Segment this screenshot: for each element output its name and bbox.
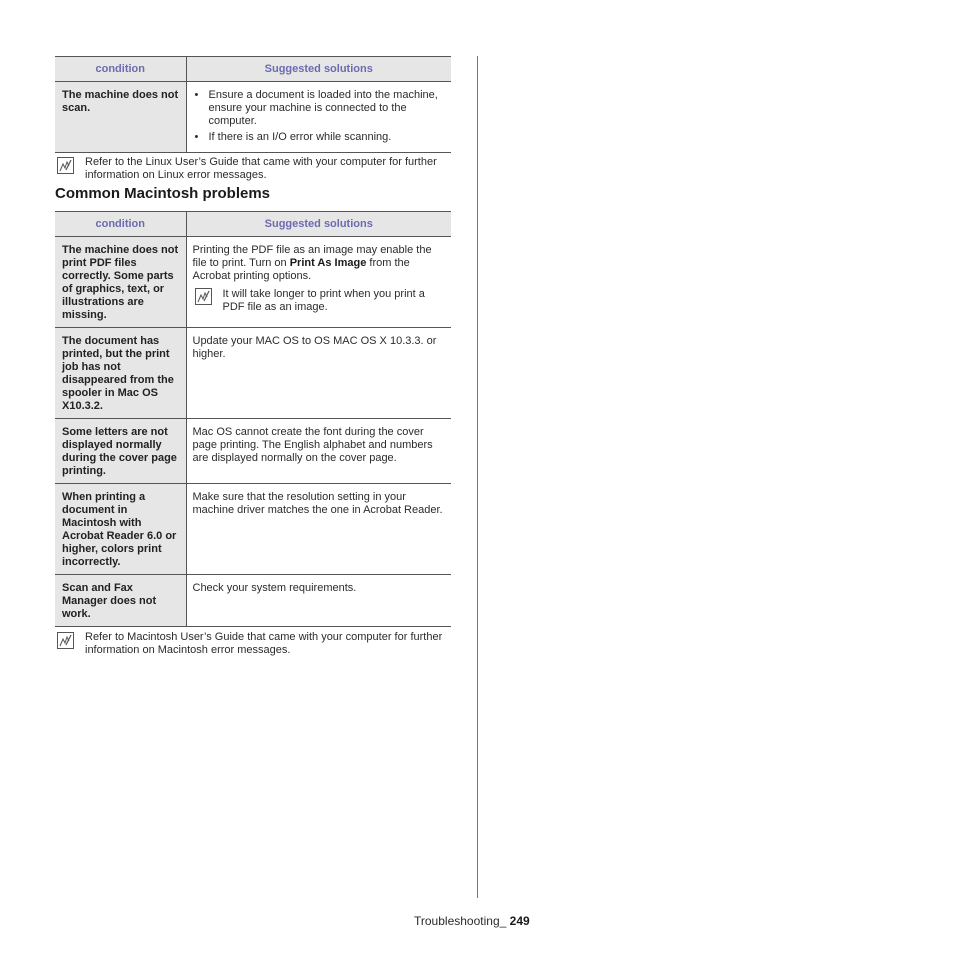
solution-text xyxy=(193,244,446,283)
page-number: 249 xyxy=(509,914,530,928)
header-condition: condition xyxy=(55,57,186,82)
print-as-image-option: Print As Image xyxy=(289,257,367,269)
mac-problems-table xyxy=(55,211,451,627)
page-footer xyxy=(414,914,530,928)
table-row xyxy=(55,82,451,153)
condition-cell: The machine does not scan. xyxy=(55,82,186,153)
section-title: Common Macintosh problems xyxy=(55,185,271,202)
solution-cell xyxy=(186,237,451,328)
note-pencil-icon xyxy=(57,157,74,174)
solution-cell: Make sure that the resolution setting in your machine driver matches the one in Acrobat Reader. xyxy=(186,484,451,575)
solution-cell: Update your MAC OS to OS MAC OS X 10.3.3. or higher. xyxy=(186,328,451,419)
solution-cell: Mac OS cannot create the font during the cover page printing. The English alphabet and numbers are displayed normally on the cover page. xyxy=(186,419,451,484)
condition-cell: Scan and Fax Manager does not work. xyxy=(55,575,186,627)
table-header-row xyxy=(55,57,451,82)
note-pencil-icon xyxy=(195,288,212,305)
table-row xyxy=(55,419,451,484)
linux-problems-section xyxy=(55,56,451,182)
header-solutions: Suggested solutions xyxy=(186,212,451,237)
linux-problems-table xyxy=(55,56,451,153)
note-text: Refer to Macintosh User’s Guide that came with your computer for further information on Macintosh error messages. xyxy=(85,631,443,656)
solution-text-part: Printing the PDF file as an image may enable the file to print. Turn on xyxy=(192,244,432,269)
linux-note xyxy=(55,156,451,182)
mac-note xyxy=(55,631,451,657)
table-row xyxy=(55,328,451,419)
column-divider xyxy=(477,56,478,898)
solution-cell xyxy=(186,82,451,153)
condition-cell: The machine does not print PDF files correctly. Some parts of graphics, text, or illustrations are missing. xyxy=(55,237,186,328)
solution-list xyxy=(193,89,446,144)
solution-note xyxy=(193,288,446,314)
solution-cell: Check your system requirements. xyxy=(186,575,451,627)
header-condition: condition xyxy=(55,212,186,237)
table-row xyxy=(55,237,451,328)
condition-cell: When printing a document in Macintosh with Acrobat Reader 6.0 or higher, colors print incorrectly. xyxy=(55,484,186,575)
footer-section: Troubleshooting_ xyxy=(414,914,507,928)
condition-cell: Some letters are not displayed normally during the cover page printing. xyxy=(55,419,186,484)
table-row xyxy=(55,484,451,575)
list-item: • Ensure a document is loaded into the machine, ensure your machine is connected to the computer. xyxy=(193,89,446,128)
solution-text-part: from the Acrobat printing options. xyxy=(192,257,410,282)
note-pencil-icon xyxy=(57,632,74,649)
note-text: Refer to the Linux User’s Guide that came with your computer for further information on Linux error messages. xyxy=(85,156,437,181)
header-solutions: Suggested solutions xyxy=(186,57,451,82)
condition-cell: The document has printed, but the print job has not disappeared from the spooler in Mac OS X10.3.2. xyxy=(55,328,186,419)
table-row xyxy=(55,575,451,627)
mac-problems-section xyxy=(55,211,451,657)
list-item: • If there is an I/O error while scanning. xyxy=(193,131,446,144)
note-text: It will take longer to print when you print a PDF file as an image. xyxy=(222,288,425,313)
table-header-row xyxy=(55,212,451,237)
